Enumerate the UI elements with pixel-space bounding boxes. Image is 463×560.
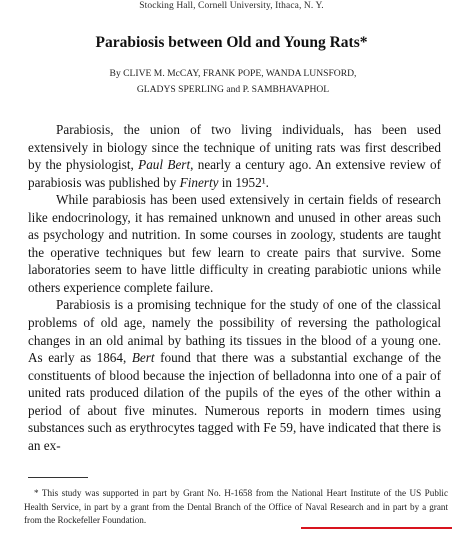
red-underline-annotation [301, 527, 452, 529]
article-body [28, 121, 441, 454]
footnote-highlighted-text: by a grant from the Rockefeller Foundation. [24, 501, 448, 525]
paragraph-2: While parabiosis has been used extensively in certain fields of research like endocrinology, it has remained unknown and unused in other areas such as psychology and nutrition. In some courses in zoology, students are taught the operative techniques but few learn to create pairs that survive. Some laboratories seem to have little difficulty in creating parabiotic unions while others experience complete failure. [28, 192, 441, 295]
paragraph-3-text-b: found that there was a substantial exchange of the constituents of blood because the injection of belladonna into one of a pair of united rats produced dilation of the pupils of the eyes of the other within a period of about five minutes. Numerous reports in modern times using substances such as erythrocytes tagged with Fe 59, have indicated that there is an ex- [28, 350, 441, 453]
paragraph-1-text-c: in 1952¹. [218, 174, 269, 190]
authors-line-2: GLADYS SPERLING and P. SAMBHAVAPHOL [136, 84, 330, 95]
footnote-divider [28, 477, 88, 478]
paragraph-1 [28, 121, 441, 191]
authors-line-1: By CLIVE M. McCAY, FRANK POPE, WANDA LUNSFORD, [109, 68, 357, 79]
paragraph-1-text-b: , nearly a century ago. An extensive review of parabiosis was published by [28, 157, 441, 190]
author-name-paul-bert: Paul Bert [138, 157, 191, 173]
author-name-finerty: Finerty [179, 174, 219, 190]
author-list [28, 66, 438, 98]
paragraph-3-text-a: Parabiosis is a promising technique for the study of one of the classical problems of old age, namely the possibility of reversing the pathological changes in an old animal by bathing its tissues in the blood of a young one. As early as 1864, [28, 297, 441, 366]
footnote [24, 487, 448, 528]
footnote-text [24, 487, 448, 528]
footnote-text-a: * This study was supported in part by Grant No. H-1658 from the National Heart Institute of the US Public Health Service, in part by a grant from the Dental Branch of the Office of Naval Research and in part [24, 488, 448, 512]
paragraph-3 [28, 296, 441, 454]
author-name-bert: Bert [131, 350, 155, 366]
article-title: Parabiosis between Old and Young Rats* [95, 34, 368, 51]
paragraph-1-text-a: Parabiosis, the union of two living individuals, has been used extensively in biology since the technique of uniting rats was first described by the physiologist, [28, 122, 441, 173]
affiliation-header: Stocking Hall, Cornell University, Ithaca, N. Y. [139, 1, 324, 11]
